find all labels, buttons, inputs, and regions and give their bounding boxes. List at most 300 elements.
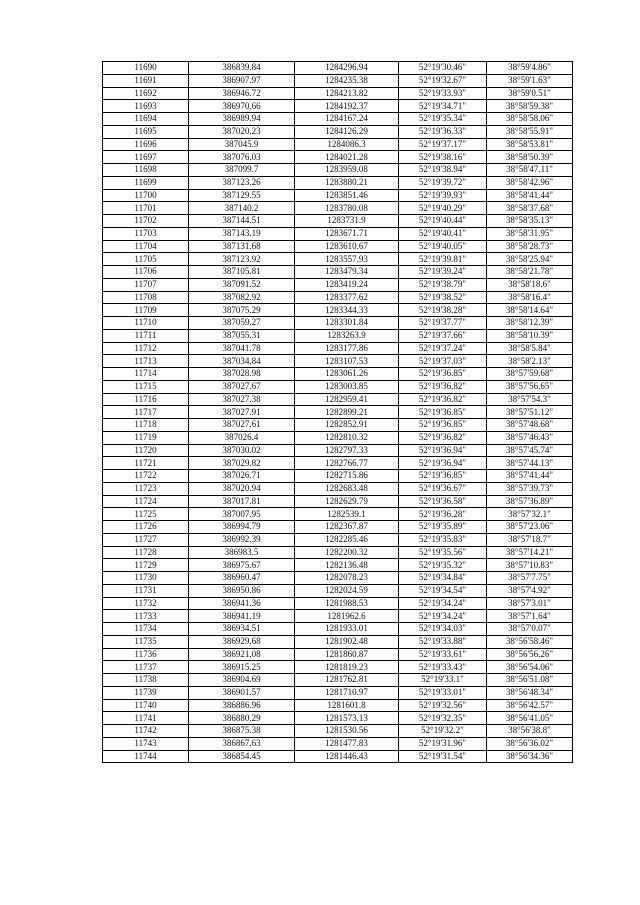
- latitude-cell: 52°19'32.56": [399, 699, 487, 712]
- longitude-cell: 38°58'12.39": [487, 317, 573, 330]
- x-coordinate-cell: 386839.84: [189, 62, 295, 75]
- y-coordinate-cell: 1284126.29: [295, 125, 399, 138]
- table-row: [103, 240, 573, 253]
- point-number-cell: 11742: [103, 725, 189, 738]
- point-number-cell: 11718: [103, 419, 189, 432]
- x-coordinate-cell: 386941.19: [189, 610, 295, 623]
- table-row: [103, 189, 573, 202]
- latitude-cell: 52°19'40.05": [399, 240, 487, 253]
- x-coordinate-cell: 386941.36: [189, 597, 295, 610]
- longitude-cell: 38°57'7.75": [487, 572, 573, 585]
- y-coordinate-cell: 1281601.8: [295, 699, 399, 712]
- longitude-cell: 38°56'36.02": [487, 737, 573, 750]
- latitude-cell: 52°19'30.46": [399, 62, 487, 75]
- y-coordinate-cell: 1283177.86: [295, 342, 399, 355]
- table-row: [103, 342, 573, 355]
- latitude-cell: 52°19'37.17": [399, 138, 487, 151]
- longitude-cell: 38°59'0.51": [487, 87, 573, 100]
- latitude-cell: 52°19'34.84": [399, 572, 487, 585]
- longitude-cell: 38°58'21.78": [487, 266, 573, 279]
- longitude-cell: 38°58'10.39": [487, 329, 573, 342]
- point-number-cell: 11709: [103, 304, 189, 317]
- point-number-cell: 11740: [103, 699, 189, 712]
- longitude-cell: 38°57'56.65": [487, 380, 573, 393]
- longitude-cell: 38°56'58.46": [487, 635, 573, 648]
- latitude-cell: 52°19'40.41": [399, 227, 487, 240]
- table-row: [103, 368, 573, 381]
- table-row: [103, 100, 573, 113]
- y-coordinate-cell: 1283557.93: [295, 253, 399, 266]
- y-coordinate-cell: 1282024.59: [295, 584, 399, 597]
- y-coordinate-cell: 1281860.87: [295, 648, 399, 661]
- latitude-cell: 52°19'34.24": [399, 597, 487, 610]
- longitude-cell: 38°56'54.06": [487, 661, 573, 674]
- y-coordinate-cell: 1283671.71: [295, 227, 399, 240]
- point-number-cell: 11698: [103, 164, 189, 177]
- latitude-cell: 52°19'38.94": [399, 164, 487, 177]
- x-coordinate-cell: 387030.02: [189, 444, 295, 457]
- x-coordinate-cell: 387144.51: [189, 215, 295, 228]
- latitude-cell: 52°19'34.71": [399, 100, 487, 113]
- x-coordinate-cell: 387059.27: [189, 317, 295, 330]
- table-row: [103, 674, 573, 687]
- x-coordinate-cell: 387091.52: [189, 278, 295, 291]
- latitude-cell: 52°19'38.52": [399, 291, 487, 304]
- y-coordinate-cell: 1281819.23: [295, 661, 399, 674]
- x-coordinate-cell: 387027.61: [189, 419, 295, 432]
- table-row: [103, 572, 573, 585]
- table-row: [103, 584, 573, 597]
- table-row: [103, 355, 573, 368]
- table-row: [103, 113, 573, 126]
- y-coordinate-cell: 1282810.32: [295, 431, 399, 444]
- x-coordinate-cell: 386875.38: [189, 725, 295, 738]
- latitude-cell: 52°19'39.81": [399, 253, 487, 266]
- x-coordinate-cell: 387131.68: [189, 240, 295, 253]
- table-row: [103, 610, 573, 623]
- table-body: [103, 62, 573, 763]
- point-number-cell: 11734: [103, 623, 189, 636]
- x-coordinate-cell: 387027.38: [189, 393, 295, 406]
- x-coordinate-cell: 386950.86: [189, 584, 295, 597]
- coordinates-table: [102, 61, 573, 763]
- x-coordinate-cell: 387017.81: [189, 495, 295, 508]
- point-number-cell: 11743: [103, 737, 189, 750]
- x-coordinate-cell: 386929.68: [189, 635, 295, 648]
- point-number-cell: 11696: [103, 138, 189, 151]
- latitude-cell: 52°19'36.82": [399, 380, 487, 393]
- y-coordinate-cell: 1284167.24: [295, 113, 399, 126]
- table-row: [103, 482, 573, 495]
- latitude-cell: 52°19'35.32": [399, 559, 487, 572]
- table-row: [103, 444, 573, 457]
- y-coordinate-cell: 1284213.82: [295, 87, 399, 100]
- point-number-cell: 11701: [103, 202, 189, 215]
- point-number-cell: 11722: [103, 470, 189, 483]
- longitude-cell: 38°57'32.1": [487, 508, 573, 521]
- y-coordinate-cell: 1283419.24: [295, 278, 399, 291]
- point-number-cell: 11728: [103, 546, 189, 559]
- longitude-cell: 38°57'44.13": [487, 457, 573, 470]
- x-coordinate-cell: 387026.4: [189, 431, 295, 444]
- longitude-cell: 38°56'34.36": [487, 750, 573, 763]
- table-row: [103, 635, 573, 648]
- table-row: [103, 317, 573, 330]
- longitude-cell: 38°58'50.39": [487, 151, 573, 164]
- longitude-cell: 38°58'14.64": [487, 304, 573, 317]
- point-number-cell: 11737: [103, 661, 189, 674]
- longitude-cell: 38°56'51.08": [487, 674, 573, 687]
- y-coordinate-cell: 1282766.77: [295, 457, 399, 470]
- y-coordinate-cell: 1282797.33: [295, 444, 399, 457]
- y-coordinate-cell: 1283377.62: [295, 291, 399, 304]
- y-coordinate-cell: 1283479.34: [295, 266, 399, 279]
- x-coordinate-cell: 386901.57: [189, 686, 295, 699]
- x-coordinate-cell: 387143.19: [189, 227, 295, 240]
- latitude-cell: 52°19'33.01": [399, 686, 487, 699]
- point-number-cell: 11707: [103, 278, 189, 291]
- x-coordinate-cell: 386886.96: [189, 699, 295, 712]
- table-row: [103, 699, 573, 712]
- table-row: [103, 495, 573, 508]
- x-coordinate-cell: 386970.66: [189, 100, 295, 113]
- longitude-cell: 38°57'10.83": [487, 559, 573, 572]
- table-row: [103, 521, 573, 534]
- point-number-cell: 11692: [103, 87, 189, 100]
- table-row: [103, 661, 573, 674]
- point-number-cell: 11703: [103, 227, 189, 240]
- x-coordinate-cell: 387041.78: [189, 342, 295, 355]
- longitude-cell: 38°58'41.44": [487, 189, 573, 202]
- x-coordinate-cell: 387055.31: [189, 329, 295, 342]
- point-number-cell: 11702: [103, 215, 189, 228]
- longitude-cell: 38°57'18.7": [487, 533, 573, 546]
- x-coordinate-cell: 387076.03: [189, 151, 295, 164]
- x-coordinate-cell: 386975.67: [189, 559, 295, 572]
- x-coordinate-cell: 386907.97: [189, 74, 295, 87]
- x-coordinate-cell: 387020.94: [189, 482, 295, 495]
- latitude-cell: 52°19'35.34": [399, 113, 487, 126]
- x-coordinate-cell: 387034.84: [189, 355, 295, 368]
- table-row: [103, 304, 573, 317]
- latitude-cell: 52°19'40.44": [399, 215, 487, 228]
- y-coordinate-cell: 1284296.94: [295, 62, 399, 75]
- x-coordinate-cell: 386904.69: [189, 674, 295, 687]
- x-coordinate-cell: 387026.71: [189, 470, 295, 483]
- latitude-cell: 52°19'37.24": [399, 342, 487, 355]
- x-coordinate-cell: 387045.9: [189, 138, 295, 151]
- latitude-cell: 52°19'36.85": [399, 406, 487, 419]
- table-row: [103, 62, 573, 75]
- point-number-cell: 11744: [103, 750, 189, 763]
- latitude-cell: 52°19'36.33": [399, 125, 487, 138]
- point-number-cell: 11721: [103, 457, 189, 470]
- x-coordinate-cell: 386854.45: [189, 750, 295, 763]
- y-coordinate-cell: 1282285.46: [295, 533, 399, 546]
- y-coordinate-cell: 1284192.37: [295, 100, 399, 113]
- point-number-cell: 11691: [103, 74, 189, 87]
- x-coordinate-cell: 386946.72: [189, 87, 295, 100]
- longitude-cell: 38°58'37.68": [487, 202, 573, 215]
- table-row: [103, 725, 573, 738]
- longitude-cell: 38°57'39.73": [487, 482, 573, 495]
- longitude-cell: 38°56'41.05": [487, 712, 573, 725]
- point-number-cell: 11697: [103, 151, 189, 164]
- x-coordinate-cell: 386992.39: [189, 533, 295, 546]
- y-coordinate-cell: 1284021.28: [295, 151, 399, 164]
- table-row: [103, 623, 573, 636]
- latitude-cell: 52°19'38.28": [399, 304, 487, 317]
- point-number-cell: 11706: [103, 266, 189, 279]
- longitude-cell: 38°58'35.13": [487, 215, 573, 228]
- table-row: [103, 457, 573, 470]
- x-coordinate-cell: 387140.2: [189, 202, 295, 215]
- table-row: [103, 419, 573, 432]
- table-row: [103, 164, 573, 177]
- y-coordinate-cell: 1282683.48: [295, 482, 399, 495]
- point-number-cell: 11693: [103, 100, 189, 113]
- point-number-cell: 11723: [103, 482, 189, 495]
- y-coordinate-cell: 1281530.56: [295, 725, 399, 738]
- longitude-cell: 38°59'1.63": [487, 74, 573, 87]
- table-row: [103, 138, 573, 151]
- table-row: [103, 125, 573, 138]
- longitude-cell: 38°58'2.13": [487, 355, 573, 368]
- table-row: [103, 215, 573, 228]
- point-number-cell: 11726: [103, 521, 189, 534]
- longitude-cell: 38°58'28.73": [487, 240, 573, 253]
- y-coordinate-cell: 1283003.85: [295, 380, 399, 393]
- y-coordinate-cell: 1282959.41: [295, 393, 399, 406]
- table-row: [103, 508, 573, 521]
- longitude-cell: 38°58'58.06": [487, 113, 573, 126]
- point-number-cell: 11705: [103, 253, 189, 266]
- point-number-cell: 11732: [103, 597, 189, 610]
- latitude-cell: 52°19'36.58": [399, 495, 487, 508]
- latitude-cell: 52°19'33.61": [399, 648, 487, 661]
- x-coordinate-cell: 386915.25: [189, 661, 295, 674]
- latitude-cell: 52°19'36.85": [399, 368, 487, 381]
- y-coordinate-cell: 1281933.01: [295, 623, 399, 636]
- y-coordinate-cell: 1281762.81: [295, 674, 399, 687]
- point-number-cell: 11715: [103, 380, 189, 393]
- latitude-cell: 52°19'36.28": [399, 508, 487, 521]
- y-coordinate-cell: 1281710.97: [295, 686, 399, 699]
- y-coordinate-cell: 1282539.1: [295, 508, 399, 521]
- longitude-cell: 38°57'0.07": [487, 623, 573, 636]
- table-row: [103, 291, 573, 304]
- y-coordinate-cell: 1282367.87: [295, 521, 399, 534]
- latitude-cell: 52°19'33.1": [399, 674, 487, 687]
- longitude-cell: 38°57'4.92": [487, 584, 573, 597]
- x-coordinate-cell: 387082.92: [189, 291, 295, 304]
- longitude-cell: 38°58'25.94": [487, 253, 573, 266]
- latitude-cell: 52°19'40.29": [399, 202, 487, 215]
- latitude-cell: 52°19'36.67": [399, 482, 487, 495]
- point-number-cell: 11711: [103, 329, 189, 342]
- table-row: [103, 87, 573, 100]
- latitude-cell: 52°19'37.03": [399, 355, 487, 368]
- table-row: [103, 533, 573, 546]
- longitude-cell: 38°57'1.64": [487, 610, 573, 623]
- latitude-cell: 52°19'36.94": [399, 444, 487, 457]
- point-number-cell: 11690: [103, 62, 189, 75]
- latitude-cell: 52°19'31.96": [399, 737, 487, 750]
- longitude-cell: 38°58'18.6": [487, 278, 573, 291]
- point-number-cell: 11695: [103, 125, 189, 138]
- point-number-cell: 11727: [103, 533, 189, 546]
- point-number-cell: 11736: [103, 648, 189, 661]
- y-coordinate-cell: 1283610.67: [295, 240, 399, 253]
- y-coordinate-cell: 1284235.38: [295, 74, 399, 87]
- point-number-cell: 11716: [103, 393, 189, 406]
- table-row: [103, 470, 573, 483]
- y-coordinate-cell: 1282899.21: [295, 406, 399, 419]
- table-row: [103, 380, 573, 393]
- table-row: [103, 597, 573, 610]
- point-number-cell: 11730: [103, 572, 189, 585]
- longitude-cell: 38°57'46.43": [487, 431, 573, 444]
- y-coordinate-cell: 1283959.08: [295, 164, 399, 177]
- x-coordinate-cell: 387123.92: [189, 253, 295, 266]
- y-coordinate-cell: 1281573.13: [295, 712, 399, 725]
- x-coordinate-cell: 387105.81: [189, 266, 295, 279]
- table-row: [103, 750, 573, 763]
- longitude-cell: 38°58'59.38": [487, 100, 573, 113]
- point-number-cell: 11741: [103, 712, 189, 725]
- y-coordinate-cell: 1282078.23: [295, 572, 399, 585]
- longitude-cell: 38°57'3.01": [487, 597, 573, 610]
- y-coordinate-cell: 1283061.26: [295, 368, 399, 381]
- longitude-cell: 38°59'4.86": [487, 62, 573, 75]
- table-row: [103, 329, 573, 342]
- latitude-cell: 52°19'37.77": [399, 317, 487, 330]
- latitude-cell: 52°19'35.56": [399, 546, 487, 559]
- table-row: [103, 546, 573, 559]
- latitude-cell: 52°19'38.16": [399, 151, 487, 164]
- point-number-cell: 11720: [103, 444, 189, 457]
- point-number-cell: 11724: [103, 495, 189, 508]
- longitude-cell: 38°56'42.57": [487, 699, 573, 712]
- latitude-cell: 52°19'37.66": [399, 329, 487, 342]
- latitude-cell: 52°19'36.85": [399, 470, 487, 483]
- y-coordinate-cell: 1281988.53: [295, 597, 399, 610]
- latitude-cell: 52°19'33.93": [399, 87, 487, 100]
- y-coordinate-cell: 1282136.48: [295, 559, 399, 572]
- longitude-cell: 38°57'51.12": [487, 406, 573, 419]
- latitude-cell: 52°19'36.82": [399, 393, 487, 406]
- point-number-cell: 11700: [103, 189, 189, 202]
- y-coordinate-cell: 1281477.83: [295, 737, 399, 750]
- latitude-cell: 52°19'36.85": [399, 419, 487, 432]
- latitude-cell: 52°19'33.43": [399, 661, 487, 674]
- y-coordinate-cell: 1282629.79: [295, 495, 399, 508]
- x-coordinate-cell: 387129.55: [189, 189, 295, 202]
- latitude-cell: 52°19'32.35": [399, 712, 487, 725]
- y-coordinate-cell: 1282852.91: [295, 419, 399, 432]
- x-coordinate-cell: 387028.98: [189, 368, 295, 381]
- x-coordinate-cell: 387123.26: [189, 176, 295, 189]
- latitude-cell: 52°19'38.79": [399, 278, 487, 291]
- y-coordinate-cell: 1283880.21: [295, 176, 399, 189]
- table-row: [103, 712, 573, 725]
- table-row: [103, 406, 573, 419]
- point-number-cell: 11708: [103, 291, 189, 304]
- point-number-cell: 11710: [103, 317, 189, 330]
- x-coordinate-cell: 387007.95: [189, 508, 295, 521]
- point-number-cell: 11725: [103, 508, 189, 521]
- table-row: [103, 686, 573, 699]
- latitude-cell: 52°19'35.83": [399, 533, 487, 546]
- point-number-cell: 11739: [103, 686, 189, 699]
- y-coordinate-cell: 1283301.84: [295, 317, 399, 330]
- x-coordinate-cell: 386960.47: [189, 572, 295, 585]
- latitude-cell: 52°19'39.24": [399, 266, 487, 279]
- y-coordinate-cell: 1283731.9: [295, 215, 399, 228]
- table-row: [103, 278, 573, 291]
- point-number-cell: 11699: [103, 176, 189, 189]
- x-coordinate-cell: 386994.79: [189, 521, 295, 534]
- y-coordinate-cell: 1282200.32: [295, 546, 399, 559]
- x-coordinate-cell: 386983.5: [189, 546, 295, 559]
- point-number-cell: 11713: [103, 355, 189, 368]
- table-row: [103, 253, 573, 266]
- latitude-cell: 52°19'35.89": [399, 521, 487, 534]
- latitude-cell: 52°19'34.54": [399, 584, 487, 597]
- point-number-cell: 11704: [103, 240, 189, 253]
- y-coordinate-cell: 1283851.46: [295, 189, 399, 202]
- x-coordinate-cell: 386867.63: [189, 737, 295, 750]
- y-coordinate-cell: 1283344.33: [295, 304, 399, 317]
- table-row: [103, 393, 573, 406]
- x-coordinate-cell: 386921.08: [189, 648, 295, 661]
- latitude-cell: 52°19'36.94": [399, 457, 487, 470]
- point-number-cell: 11729: [103, 559, 189, 572]
- table-row: [103, 227, 573, 240]
- point-number-cell: 11738: [103, 674, 189, 687]
- point-number-cell: 11712: [103, 342, 189, 355]
- longitude-cell: 38°58'55.91": [487, 125, 573, 138]
- x-coordinate-cell: 386989.94: [189, 113, 295, 126]
- longitude-cell: 38°58'5.84": [487, 342, 573, 355]
- table-row: [103, 431, 573, 444]
- latitude-cell: 52°19'31.54": [399, 750, 487, 763]
- longitude-cell: 38°58'53.81": [487, 138, 573, 151]
- x-coordinate-cell: 386880.29: [189, 712, 295, 725]
- y-coordinate-cell: 1282715.86: [295, 470, 399, 483]
- latitude-cell: 52°19'33.88": [399, 635, 487, 648]
- point-number-cell: 11719: [103, 431, 189, 444]
- latitude-cell: 52°19'32.2": [399, 725, 487, 738]
- y-coordinate-cell: 1284086.3: [295, 138, 399, 151]
- latitude-cell: 52°19'39.72": [399, 176, 487, 189]
- y-coordinate-cell: 1281962.6: [295, 610, 399, 623]
- x-coordinate-cell: 387027.67: [189, 380, 295, 393]
- x-coordinate-cell: 387075.29: [189, 304, 295, 317]
- latitude-cell: 52°19'36.82": [399, 431, 487, 444]
- table-row: [103, 74, 573, 87]
- point-number-cell: 11694: [103, 113, 189, 126]
- latitude-cell: 52°19'32.67": [399, 74, 487, 87]
- latitude-cell: 52°19'34.03": [399, 623, 487, 636]
- longitude-cell: 38°58'47.11": [487, 164, 573, 177]
- y-coordinate-cell: 1283780.08: [295, 202, 399, 215]
- x-coordinate-cell: 387029.82: [189, 457, 295, 470]
- y-coordinate-cell: 1283263.9: [295, 329, 399, 342]
- longitude-cell: 38°58'16.4": [487, 291, 573, 304]
- x-coordinate-cell: 387099.7: [189, 164, 295, 177]
- table-row: [103, 737, 573, 750]
